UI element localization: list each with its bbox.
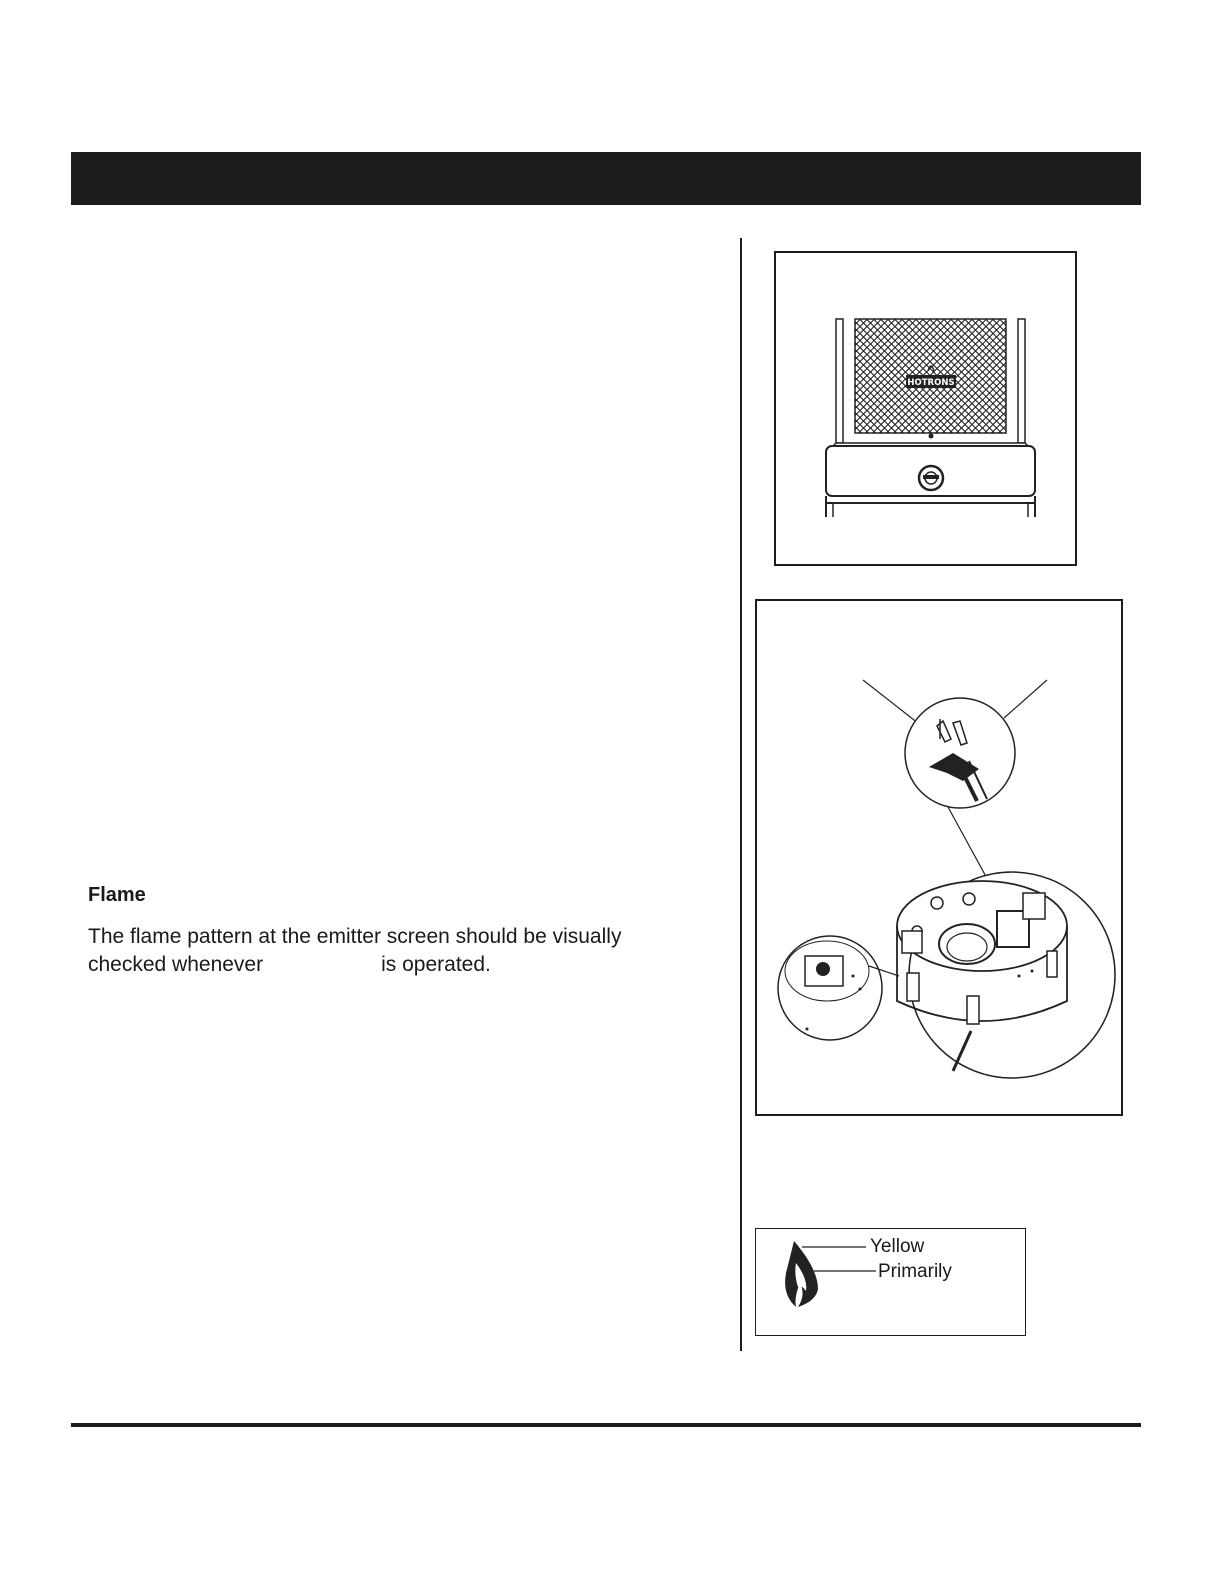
burner-illustration [757, 601, 1121, 1114]
column-divider [740, 238, 742, 1351]
heater-illustration [776, 253, 1075, 564]
heater-logo-text: HOTRONS [907, 378, 955, 388]
flame-label-primarily: Primarily [878, 1261, 952, 1282]
flame-body-line-2 [88, 953, 491, 977]
flame-body-line-2-start: checked whenever [88, 953, 264, 976]
flame-body-line-2-end: is operated. [381, 953, 491, 976]
flame-label-yellow: Yellow [870, 1236, 925, 1257]
footer-rule [71, 1423, 1141, 1427]
flame-body-line-1: The flame pattern at the emitter screen should be visually [88, 925, 622, 948]
flame-heading: Flame [88, 884, 146, 906]
detail-circle [905, 698, 1015, 808]
burner-figure [755, 599, 1123, 1116]
section-header-bar [71, 152, 1141, 205]
heater-figure [774, 251, 1077, 566]
